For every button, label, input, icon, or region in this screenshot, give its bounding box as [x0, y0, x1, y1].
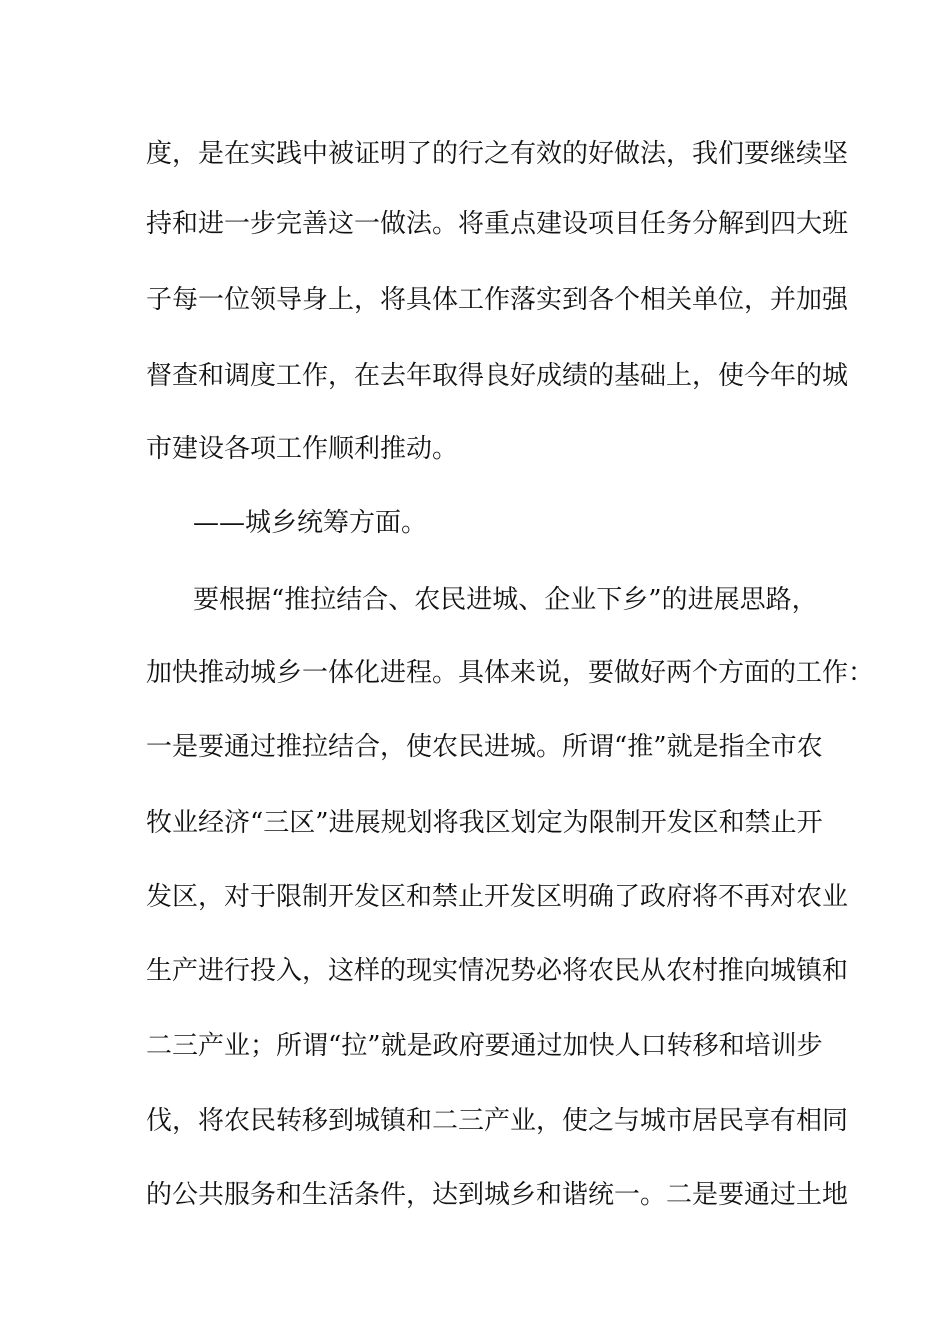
- text-line-4: 督查和调度工作，在去年取得良好成绩的基础上，使今年的城: [146, 361, 849, 391]
- text-line-10: 牧业经济“三区”进展规划将我区划定为限制开发区和禁止开: [146, 808, 823, 838]
- section-heading: ——城乡统筹方面。: [193, 508, 428, 538]
- text-line-5: 市建设各项工作顺利推动。: [146, 434, 459, 464]
- text-line-1: 度，是在实践中被证明了的行之有效的好做法，我们要继续坚: [146, 139, 849, 169]
- text-line-14: 伐，将农民转移到城镇和二三产业，使之与城市居民享有相同: [146, 1106, 849, 1136]
- text-line-12: 生产进行投入，这样的现实情况势必将农民从农村推向城镇和: [146, 956, 849, 986]
- text-line-8: 加快推动城乡一体化进程。具体来说，要做好两个方面的工作：: [146, 658, 875, 688]
- text-line-11: 发区，对于限制开发区和禁止开发区明确了政府将不再对农业: [146, 882, 849, 912]
- text-line-2: 持和进一步完善这一做法。将重点建设项目任务分解到四大班: [146, 209, 849, 239]
- text-line-15: 的公共服务和生活条件，达到城乡和谐统一。二是要通过土地: [146, 1180, 849, 1210]
- text-line-7: 要根据“推拉结合、农民进城、企业下乡”的进展思路，: [193, 585, 818, 615]
- text-line-9: 一是要通过推拉结合，使农民进城。所谓“推”就是指全市农: [146, 732, 823, 762]
- text-line-3: 子每一位领导身上，将具体工作落实到各个相关单位，并加强: [146, 285, 849, 315]
- text-line-13: 二三产业；所谓“拉”就是政府要通过加快人口转移和培训步: [146, 1031, 823, 1061]
